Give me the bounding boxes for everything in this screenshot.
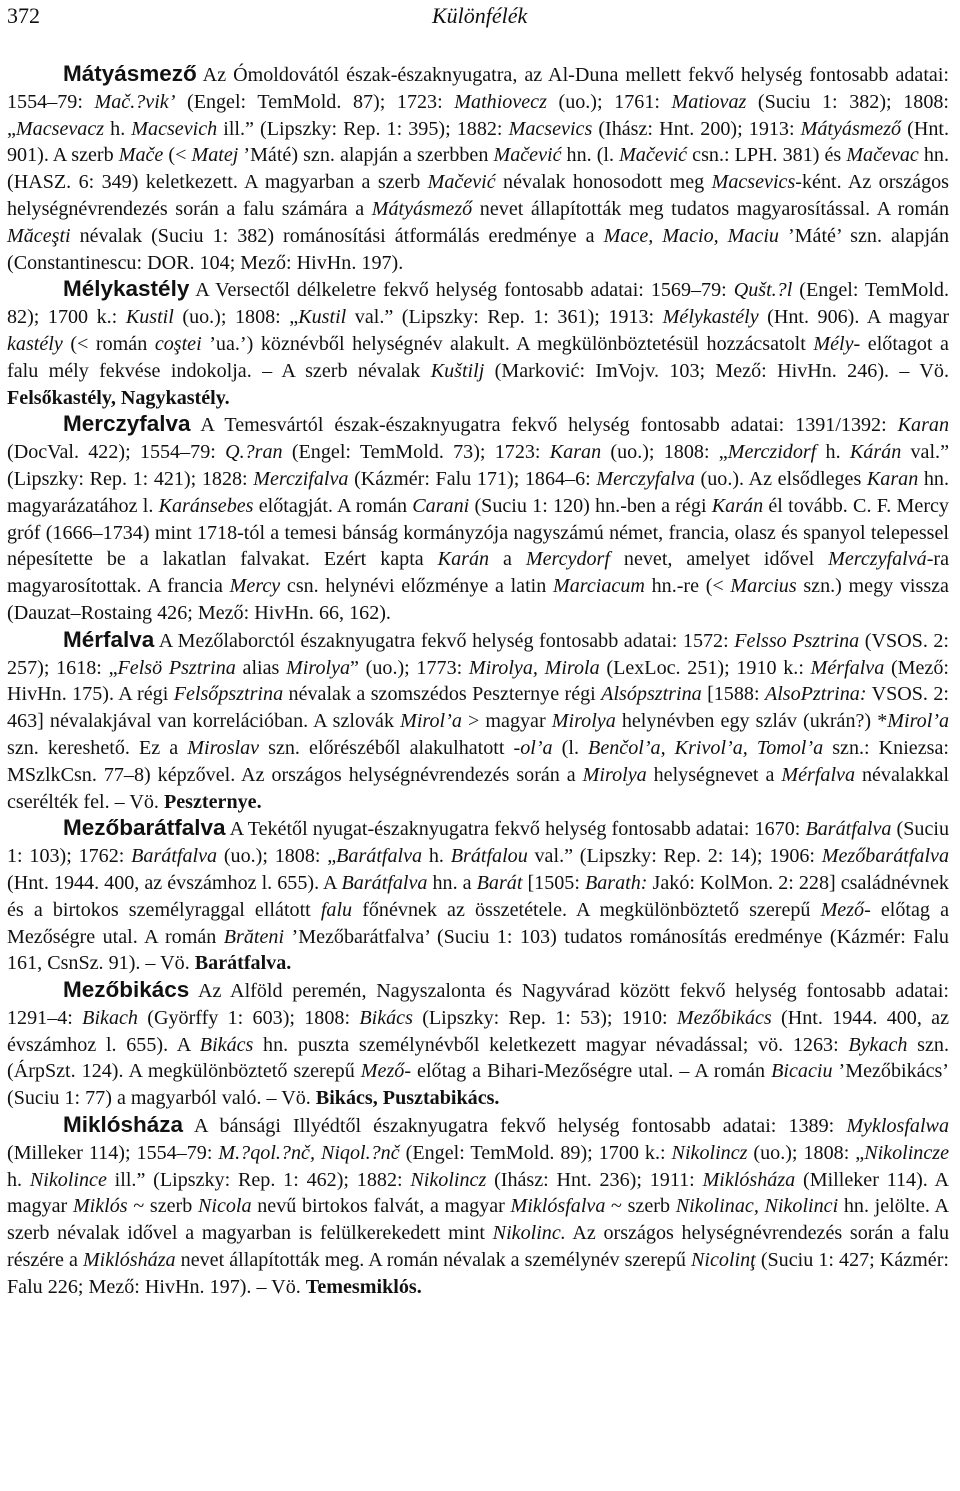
entry-text: nevet állapították meg tudatos magyarosítással. A román (472, 197, 950, 220)
italic-form: Alsópsztrina (601, 683, 702, 706)
entry-text: (uo.); 1808: „ (747, 1141, 865, 1164)
entry-text: előtag a Bihari-Mezőségre utal. – A román (411, 1060, 772, 1083)
italic-form: Mélykastély (662, 306, 759, 329)
entry-text: (Ihász: Hnt. 236); 1911: (486, 1168, 703, 1191)
italic-form: Mező- (360, 1060, 412, 1083)
entry-text: A Temesvártól észak-északnyugatra fekvő helység fontosabb adatai: 1391/1392: (190, 414, 898, 437)
entry-text: (Ihász: Hnt. 200); 1913: (592, 117, 801, 140)
italic-form: Carani (412, 494, 470, 517)
entry-text: (Suciu 1: 427; Kázmér: Falu 226; Mező: HivHn. 197). – Vö. (7, 1249, 949, 1298)
italic-form: Nikolince (29, 1168, 107, 1191)
italic-form: Matej (191, 144, 239, 167)
italic-form: Mathiovecz (454, 90, 547, 113)
italic-form: Bikach (82, 1006, 138, 1029)
entry-text: h. (422, 845, 451, 868)
cross-reference: Barátfalva. (194, 952, 292, 975)
italic-form: Benčol’a, Krivol’a, Tomol’a (588, 736, 824, 759)
entry-text: főnévnek az összetétele. A megkülönböztető szerepű (352, 898, 821, 921)
entry-text: (Milleker 114). A magyar (7, 1168, 950, 1218)
entry-text: (uo.). Az elsődleges (694, 467, 867, 490)
entry-text: ~ szerb (127, 1195, 198, 1218)
italic-form: Kustil (125, 306, 174, 329)
entry-text: (uo.); 1808: „ (173, 306, 299, 329)
italic-form: Marciacum (553, 575, 645, 598)
entry-text: ill.” (Lipszky: Rep. 1: 462); 1882: (106, 1168, 411, 1191)
entry-text: (Engel: TemMold. 87); 1723: (175, 90, 455, 113)
entry-text: Jakó: KolMon. 2: 228] családnévnek és a birtokos személyraggal ellátott (7, 871, 949, 921)
entry-text: [1588: (701, 683, 765, 706)
italic-form: Mačević (619, 144, 688, 167)
italic-form: Mercy (229, 575, 281, 598)
italic-form: Karán (437, 548, 490, 571)
italic-form: Mač.?vik’ (94, 90, 176, 113)
italic-form: Myklosfalwa (846, 1115, 949, 1138)
entry-text: hn. magyarázatához l. (7, 467, 950, 517)
entry-text: Az Ómoldovától észak-északnyugatra, az Al-Duna mellett fekvő helység fontosabb adatai: 1554–79: (7, 64, 949, 113)
cross-reference: Temesmiklós. (305, 1275, 422, 1298)
entry-text: (uo.); 1808: „ (217, 845, 337, 868)
entry-text: (Hnt. 901). A szerb (7, 117, 949, 167)
italic-form: Miroslav (187, 736, 260, 759)
italic-form: Mezőbarátfalva (821, 845, 950, 868)
entry-text: val.” (Lipszky: Rep. 2: 14); 1906: (527, 845, 822, 868)
italic-form: Miklósfalva (510, 1195, 606, 1218)
italic-form: Mačević (427, 171, 496, 194)
entry-text: helységnevet a (646, 763, 782, 786)
dictionary-entry (7, 411, 949, 626)
entry-text: (< román (62, 332, 155, 355)
italic-form: Mačević (493, 144, 562, 167)
italic-form: Mirolya (551, 710, 616, 733)
entry-text: val.” (Lipszky: Rep. 1: 361); 1913: (346, 306, 663, 329)
entry-text: névalak honosodott meg (495, 171, 712, 194)
entry-text: hn. puszta személynévből keletkezett magyar névadással; vö. 1263: (253, 1033, 849, 1056)
italic-form: Nikolincze (864, 1141, 950, 1164)
entry-text: (Engel: TemMold. 82); 1700 k.: (7, 279, 950, 329)
dictionary-entries (7, 61, 949, 1301)
italic-form: Macsevacz (15, 117, 105, 140)
italic-form: Bicaciu (771, 1060, 833, 1083)
entry-text: (DocVal. 422); 1554–79: (7, 441, 226, 464)
entry-text: (l. (552, 736, 589, 759)
entry-text: (< (163, 144, 192, 167)
italic-form: Nikolinac, Nikolinci (675, 1195, 839, 1218)
italic-form: Karánsebes (158, 494, 254, 517)
italic-form: Bikács (359, 1006, 413, 1029)
entry-text: hn. a (427, 871, 477, 894)
italic-form: Kárán (849, 441, 902, 464)
entry-text: névalak (Suciu 1: 382) románosítási átformálás eredménye a (70, 224, 604, 247)
italic-form: Mače (118, 144, 164, 167)
italic-form: Merczyfalvá (828, 548, 927, 571)
entry-text: (Engel: TemMold. 73); 1723: (282, 441, 550, 464)
italic-form: Felsso Psztrina (734, 629, 860, 652)
entry-text: hn.-re (< (644, 575, 731, 598)
italic-form: Merczidorf (727, 441, 817, 464)
entry-text: A bánsági Illyédtől északnyugatra fekvő helység fontosabb adatai: 1389: (183, 1115, 847, 1138)
italic-form: Mace, Macio, Maciu (603, 224, 779, 247)
entry-text: ’Máté) szn. alapján a szerbben (238, 144, 494, 167)
entry-text: (uo.); 1761: (546, 90, 672, 113)
entry-text: helynévben egy szláv (ukrán?) * (615, 710, 888, 733)
italic-form: Barátfalva (131, 845, 218, 868)
italic-form: Merczyfalva (596, 467, 695, 490)
italic-form: Felsö Psztrina (117, 656, 236, 679)
italic-form: Karan (549, 441, 602, 464)
italic-form: Bykach (848, 1033, 908, 1056)
entry-text: A Mezőlaborctól északnyugatra fekvő helység fontosabb adatai: 1572: (154, 629, 735, 652)
dictionary-entry (7, 1112, 949, 1301)
entry-text: (Hnt. 1944. 400, az évszámhoz l. 655). A (7, 1006, 949, 1056)
entry-text: (Lipszky: Rep. 1: 53); 1910: (412, 1006, 677, 1029)
italic-form: Karan (897, 414, 949, 437)
entry-headword: Mátyásmező (63, 61, 197, 86)
italic-form: Qušt.?l (733, 279, 793, 302)
italic-form: -ol’a (513, 736, 553, 759)
italic-form: Barath: (584, 871, 648, 894)
italic-form: Brátfalou (450, 845, 528, 868)
entry-text: ill.” (Lipszky: Rep. 1: 395); 1882: (217, 117, 509, 140)
italic-form: Mérfalva (810, 656, 885, 679)
entry-text: val.” (Lipszky: Rep. 1: 421); 1828: (7, 441, 949, 490)
entry-text: (Engel: TemMold. 89); 1700 k.: (399, 1141, 672, 1164)
italic-form: Mező- (820, 898, 871, 921)
entry-headword: Mélykastély (63, 276, 190, 302)
italic-form: Kuštilj (430, 359, 485, 382)
italic-form: Barát (476, 871, 523, 894)
italic-form: Mérfalva (781, 763, 855, 786)
italic-form: Brăteni (223, 925, 285, 948)
italic-form: Măceşti (7, 224, 71, 247)
italic-form: Miklós (72, 1195, 128, 1218)
italic-form: Mátyásmező (800, 117, 902, 140)
entry-text: (Hnt. 1944. 400, az évszámhoz l. 655). A (7, 871, 342, 894)
entry-text: ’ua.’) köznévből helységnév alakult. A megkülönböztetésül hozzácsatolt (201, 332, 814, 355)
entry-text: névalakkal cserélték fel. – Vö. (7, 763, 949, 813)
entry-text: h. (816, 441, 850, 464)
entry-text: névalak a szomszédos Peszternye régi (283, 683, 602, 706)
entry-text: ’Máté’ szn. alapján (Constantinescu: DOR. 104; Mező: HivHn. 197). (7, 224, 950, 274)
italic-form: Macsevics (508, 117, 593, 140)
entry-text: ~ szerb (605, 1195, 676, 1218)
cross-reference: Felsőkastély, Nagykastély. (7, 386, 230, 409)
italic-form: Marcius (730, 575, 797, 598)
italic-form: Mirol’a (887, 710, 950, 733)
entry-text: > magyar (461, 710, 552, 733)
entry-headword: Mezőbikács (63, 977, 190, 1003)
entry-text: nevet állapították meg. A román névalak a személynév szerepű (175, 1249, 691, 1272)
cross-reference: Peszternye. (163, 790, 262, 813)
italic-form: Karán (711, 494, 764, 517)
italic-form: Miklósháza (82, 1249, 176, 1272)
italic-form: Macsevich (131, 117, 218, 140)
entry-text: (Marković: ImVojv. 103; Mező: HivHn. 246). – Vö. (484, 359, 949, 382)
entry-text: a (489, 548, 526, 571)
entry-text: szn.) megy vissza (Dauzat–Rostaing 426; Mező: HivHn. 66, 162). (7, 575, 949, 624)
entry-text: előtagját. A román (253, 494, 413, 517)
entry-text: alias (235, 656, 287, 679)
entry-text: A Tekétől nyugat-északnyugatra fekvő helység fontosabb adatai: 1670: (225, 818, 806, 841)
italic-form: Nikolinc. (492, 1222, 566, 1245)
entry-text: szn. (ÁrpSzt. 124). A megkülönböztető szerepű (7, 1033, 949, 1083)
entry-text: VSOS. 2: 463] névalakjával van korrelációban. A szlovák (7, 683, 949, 733)
entry-text: (Milleker 114); 1554–79: (7, 1141, 219, 1164)
italic-form: Mirolya (582, 763, 647, 786)
entry-text: (Suciu 1: 382); 1808: „ (7, 90, 949, 140)
italic-form: Mercydorf (525, 548, 610, 571)
italic-form: Felsőpsztrina (173, 683, 284, 706)
italic-form: Barátfalva (336, 845, 423, 868)
entry-text: [1505: (522, 871, 585, 894)
italic-form: Matiovaz (671, 90, 747, 113)
italic-form: Mirolya (286, 656, 351, 679)
italic-form: M.?qol.?nč, Niqol.?nč (218, 1141, 400, 1164)
page-number: 372 (7, 3, 40, 28)
italic-form: Karan (866, 467, 919, 490)
dictionary-entry (7, 61, 949, 276)
italic-form: Bikács (199, 1033, 254, 1056)
entry-text: szn. kereshető. Ez a (7, 736, 188, 759)
italic-form: Nikolincz (671, 1141, 748, 1164)
page-header (7, 2, 948, 34)
italic-form: coştei (154, 332, 202, 355)
italic-form: Mirol’a (400, 710, 462, 733)
italic-form: kastély (7, 332, 63, 355)
italic-form: Macsevics (711, 171, 796, 194)
entry-text: (Kázmér: Falu 171); 1864–6: (348, 467, 597, 490)
italic-form: Nikolincz (410, 1168, 487, 1191)
entry-text: ” (uo.); 1773: (350, 656, 469, 679)
entry-text: h. (7, 1168, 30, 1191)
entry-text: (LexLoc. 251); 1910 k.: (599, 656, 811, 679)
italic-form: Miklósháza (702, 1168, 796, 1191)
italic-form: Barátfalva (805, 818, 892, 841)
entry-text: (Suciu 1: 120) hn.-ben a régi (469, 494, 712, 517)
entry-text: (Hnt. 906). A magyar (758, 306, 950, 329)
entry-text: (uo.); 1808: „ (601, 441, 728, 464)
entry-text: -ként. Az országos helységnévrendezés során a falu számára a (7, 171, 949, 220)
entry-text: hn. jelölte. A szerb névalak idővel a magyarban is felülkerekedett mint (7, 1195, 949, 1245)
cross-reference: Bikács, Pusztabikács. (315, 1087, 500, 1110)
italic-form: Nicola (197, 1195, 252, 1218)
entry-headword: Mérfalva (63, 626, 155, 652)
entry-text: Az Alföld peremén, Nagyszalonta és Nagyvárad között fekvő helység fontosabb adatai: 1291–4: (7, 980, 949, 1029)
italic-form: Merczifalva (253, 467, 349, 490)
entry-text: szn.: Kniezsa: MSzlkCsn. 77–8) képzővel. Az országos helységnévrendezés során a (7, 736, 949, 786)
entry-text: (Györffy 1: 603); 1808: (137, 1006, 360, 1029)
entry-text: Az országos helységnévrendezés során a falu részére a (7, 1222, 949, 1272)
entry-headword: Miklósháza (63, 1112, 184, 1138)
italic-form: Mély- (813, 332, 861, 355)
entry-text: él tovább. C. F. Mercy gróf (1666–1734) mint 1718-tól a temesi bánság kormányzója nagyszámú német, francia, olasz és spanyol telepessel népesítette be a lakatlan falvakat. Ezért kapta (7, 494, 949, 571)
italic-form: Mezőbikács (676, 1006, 772, 1029)
entry-text: (VSOS. 2: 257); 1618: „ (7, 629, 950, 679)
entry-text: -ra magyarosítottak. A francia (7, 548, 949, 598)
entry-text: ’Mezőbarátfalva’ (Suciu 1: 103) tudatos románosítás eredménye (Kázmér: Falu 161, CsnSz. 91). – Vö. (7, 925, 949, 975)
entry-text: nevet, amelyet idővel (609, 548, 829, 571)
italic-form: Q.?ran (225, 441, 283, 464)
entry-headword: Merczyfalva (63, 411, 191, 437)
dictionary-entry (7, 815, 949, 977)
entry-headword: Mezőbarátfalva (63, 815, 226, 841)
italic-form: Mirolya, Mirola (468, 656, 600, 679)
italic-form: Kustil (298, 306, 347, 329)
entry-text: ’Mezőbikács’ (Suciu 1: 77) a magyarból való. – Vö. (7, 1060, 949, 1110)
dictionary-entry (7, 977, 949, 1112)
italic-form: AlsoPztrina: (764, 683, 867, 706)
entry-text: nevű birtokos falvát, a magyar (251, 1195, 511, 1218)
entry-text: h. (104, 117, 132, 140)
entry-text: csn.: LPH. 381) és (687, 144, 847, 167)
entry-text: (Mező: HivHn. 175). A régi (7, 656, 949, 706)
dictionary-entry (7, 627, 949, 816)
entry-text: csn. helynévi előzménye a latin (280, 575, 554, 598)
running-head: Különfélék (432, 3, 528, 28)
italic-form: Mátyásmező (371, 197, 473, 220)
entry-text: előtag a Mezőségre utal. A román (7, 898, 949, 948)
dictionary-entry (7, 276, 949, 411)
italic-form: Barátfalva (341, 871, 428, 894)
italic-form: Nicolinţ (691, 1249, 756, 1272)
entry-text: szn. előrészéből alakulhatott (259, 736, 514, 759)
entry-text: A Versectől délkeletre fekvő helység fontosabb adatai: 1569–79: (189, 279, 734, 302)
entry-text: hn. (l. (561, 144, 620, 167)
italic-form: Mačevac (846, 144, 919, 167)
entry-text: hn. (HASZ. 6: 349) keletkezett. A magyarban a szerb (7, 144, 949, 194)
entry-text: (Suciu 1: 103); 1762: (7, 818, 949, 868)
entry-text: előtagot a falu mély fekvése indokolja. – A szerb névalak (7, 332, 949, 382)
italic-form: falu (320, 898, 353, 921)
